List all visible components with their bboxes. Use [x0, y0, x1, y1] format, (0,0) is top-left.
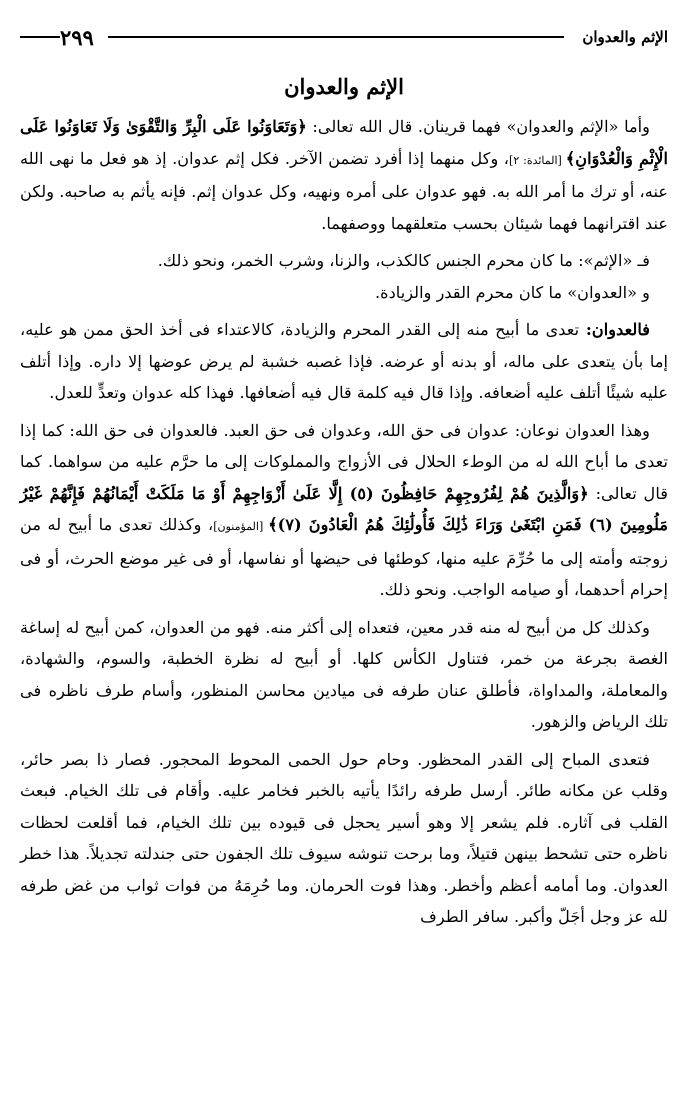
quran-verse: ﴿وَالَّذِينَ هُمْ لِفُرُوجِهِمْ حَافِظُونَ (٥) إِلَّا عَلَىٰ أَزْوَاجِهِمْ أَوْ مَا مَلَكَتْ أَيْمَانُهُمْ فَإِنَّهُمْ غَيْرُ مَلُومِينَ (٦) فَمَنِ ابْتَغَىٰ وَرَاءَ ذَٰلِكَ فَأُولَٰئِكَ هُمُ الْعَادُونَ (٧)﴾ — [20, 483, 668, 534]
paragraph — [20, 415, 668, 606]
paragraph-text: فتعدى المباح إلى القدر المحظور. وحام حول الحمى المحوط المحجور. فصار ذا بصر حائر، وقلب عن مكانه طائر. أرسل طرفه رائدًا يأتيه بالخبر فخامر عليه. وأقام فى تلك الخيام. فبعث القلب فى آثاره. فلم يشعر إلا وهو أسير يحجل فى قيوده بين تلك الخيام، فما أقلعت لحظات ناظره حتى تشحط بينهن قتيلاً، وما برحت تنوشه سيوف تلك الجفون حتى جندلته تجديلاً. هذا خطر العدوان. وما أمامه أعظم وأخطر. وهذا فوت الحرمان. وما حُرِمَهُ من فوات ثواب من غض طرفه لله عز وجل أجَلّ وأكبر. سافر الطرف — [20, 749, 668, 926]
paragraph-text: وكذلك كل من أبيح له منه قدر معين، فتعداه إلى أكثر منه. فهو من العدوان، كمن أبيح له إساغة الغصة بجرعة من خمر، فتناول الكأس كلها. أو أبيح له نظرة الخطبة، والسوم، والشهادة، والمعاملة، والمداواة، فأطلق عنان طرفه فى ميادين محاسن المنظور، وأسام طرف ناظره فى تلك الرياض والزهور. — [20, 617, 668, 731]
paragraph — [20, 245, 668, 277]
section-heading: الإثم والعدوان — [284, 74, 404, 99]
paragraph-text: وهذا العدوان نوعان: عدوان فى حق الله، وعدوان فى حق العبد. فالعدوان فى حق الله: كما إذا تعدى ما أباح الله له من الوطء الحلال فى الأزواج والمملوكات إلى ما حرَّم عليه من سواهما. كما قال تعالى: — [20, 420, 668, 503]
paragraph-text: فـ «الإثم»: ما كان محرم الجنس كالكذب، والزنا، وشرب الخمر، ونحو ذلك. — [157, 251, 650, 270]
lead-term: فالعدوان: — [579, 320, 651, 339]
paragraph — [20, 314, 668, 409]
paragraph — [20, 744, 668, 933]
paragraph — [20, 612, 668, 738]
header-rule-tail — [20, 36, 60, 38]
page-number: ٢٩٩ — [60, 24, 94, 50]
paragraph-text: تعدى ما أبيح منه إلى القدر المحرم والزيادة، كالاعتداء فى أخذ الحق ممن هو عليه، إما بأن يتعدى على ماله، أو بدنه أو عرضه. فإذا غصبه خشبة لم يرض عوضها إلا داره. وإذا أتلف عليه شيئًا أتلف عليه أضعافه. وإذا قال فيه كلمة قال فيه أضعافها. فهذا كله عدوان وتعدٍّ للعدل. — [20, 320, 668, 402]
running-title: الإثم والعدوان — [582, 28, 668, 46]
verse-reference: [المؤمنون] — [213, 520, 269, 533]
paragraph-text: وأما «الإثم والعدوان» فهما قرينان. قال الله تعالى: — [306, 117, 650, 136]
paragraph — [20, 111, 668, 239]
paragraph — [20, 277, 668, 309]
body-text — [20, 111, 668, 933]
verse-reference: [المائدة: ٢] — [509, 153, 566, 167]
header-rule — [108, 36, 565, 38]
running-header — [20, 20, 668, 54]
quran-verse: ﴿وَتَعَاوَنُوا عَلَى الْبِرِّ وَالتَّقْوَىٰ وَلَا تَعَاوَنُوا عَلَى الْإِثْمِ وَالْعُدْوَانِ﴾ — [20, 117, 668, 168]
paragraph-text: ، وكذلك تعدى ما أبيح له من زوجته وأمته إلى ما حُرِّمَ عليه منها، كوطئها فى حيضها أو نفاسها، أو فى غير موضع الحرث، أو فى إحرام أحدهما، أو صيامه الواجب. ونحو ذلك. — [20, 515, 668, 599]
paragraph-text: و «العدوان» ما كان محرم القدر والزيادة. — [374, 282, 650, 302]
paragraph-text: ، وكل منهما إذا أفرد تضمن الآخر. فكل إثم عدوان. إذ هو فعل ما نهى الله عنه، أو ترك ما أمر الله به. فهو عدوان على أمره ونهيه، وكل عدوان إثم. فإنه يأثم به صاحبه. ولكن عند اقترانهما فهما شيئان بحسب متعلقهما ووصفهما. — [20, 148, 668, 233]
